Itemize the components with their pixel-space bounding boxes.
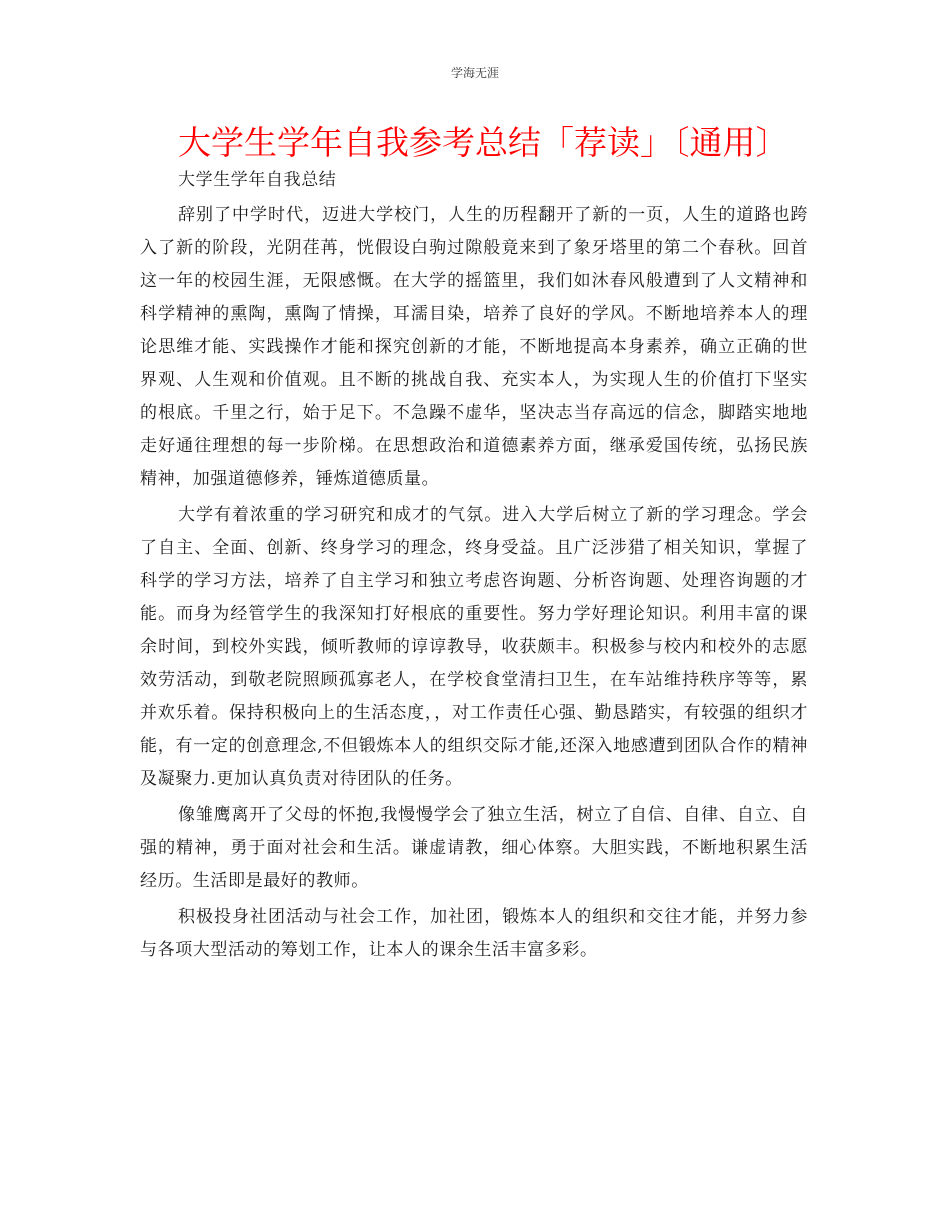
document-title: 大学生学年自我参考总结「荐读」〔通用〕 — [178, 123, 789, 162]
document-subtitle: 大学生学年自我总结 — [178, 170, 337, 190]
document-body — [140, 164, 808, 970]
page-header: 学海无涯 — [450, 66, 499, 80]
paragraph-1: 辞别了中学时代，迈进大学校门，人生的历程翻开了新的一页，人生的道路也跨入了新的阶段，光阴荏苒，恍假设白驹过隙般竟来到了象牙塔里的第二个春秋。回首这一年的校园生涯，无限感慨。在大学的摇篮里，我们如沐春风般遭到了人文精神和科学精神的熏陶，熏陶了情操，耳濡目染，培养了良好的学风。不断地培养本人的理论思维才能、实践操作才能和探究创新的才能，不断地提高本身素养，确立正确的世界观、人生观和价值观。且不断的挑战自我、充实本人，为实现人生的价值打下坚实的根底。千里之行，始于足下。不急躁不虚华，坚决志当存高远的信念，脚踏实地地走好通往理想的每一步阶梯。在思想政治和道德素养方面，继承爱国传统，弘扬民族精神，加强道德修养，锤炼道德质量。 — [140, 205, 808, 489]
paragraph-4: 积极投身社团活动与社会工作，加社团，锻炼本人的组织和交往才能，并努力参与各项大型活动的筹划工作，让本人的课余生活丰富多彩。 — [140, 907, 808, 960]
paragraph-3: 像雏鹰离开了父母的怀抱,我慢慢学会了独立生活，树立了自信、自律、自立、自强的精神，勇于面对社会和生活。谦虚请教，细心体察。大胆实践，不断地积累生活经历。生活即是最好的教师。 — [140, 805, 808, 891]
paragraph-2: 大学有着浓重的学习研究和成才的气氛。进入大学后树立了新的学习理念。学会了自主、全面、创新、终身学习的理念，终身受益。且广泛涉猎了相关知识，掌握了科学的学习方法，培养了自主学习和独立考虑咨询题、分析咨询题、处理咨询题的才能。而身为经管学生的我深知打好根底的重要性。努力学好理论知识。利用丰富的课余时间，到校外实践，倾听教师的谆谆教导，收获颇丰。积极参与校内和校外的志愿效劳活动，到敬老院照顾孤寡老人，在学校食堂清扫卫生，在车站维持秩序等等，累并欢乐着。保持积极向上的生活态度，，对工作责任心强、勤恳踏实，有较强的组织才能，有一定的创意理念,不但锻炼本人的组织交际才能,还深入地感遭到团队合作的精神及凝聚力.更加认真负责对待团队的任务。 — [140, 505, 808, 789]
